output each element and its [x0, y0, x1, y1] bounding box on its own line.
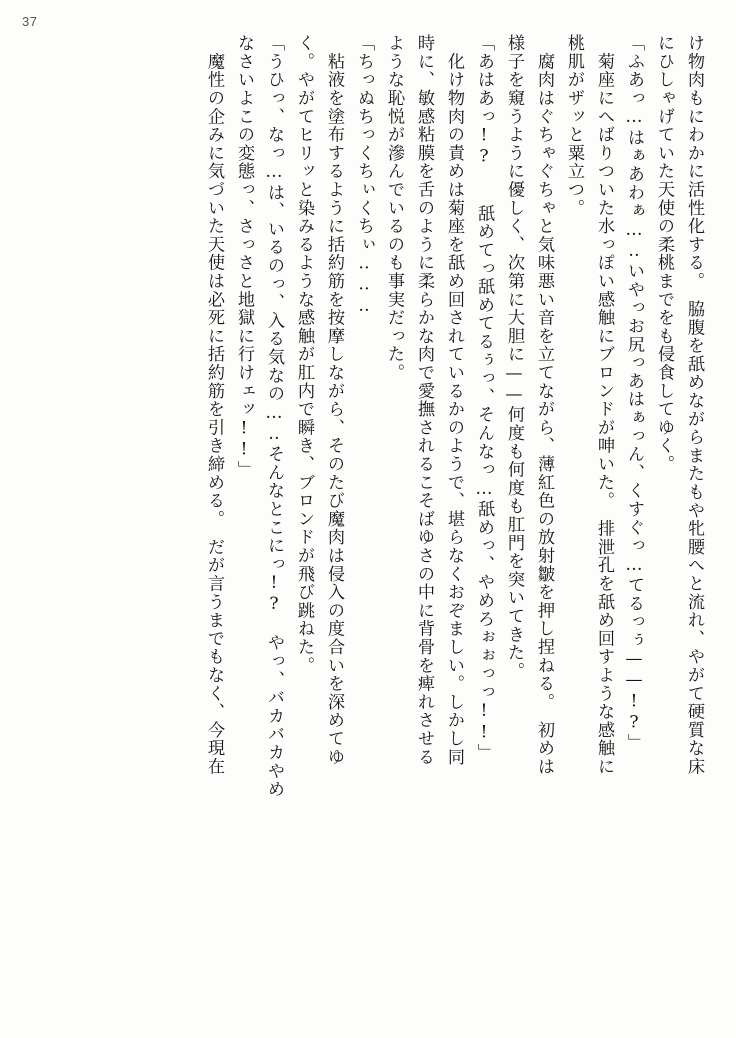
- vertical-text-body: [34, 34, 702, 1018]
- text-column: 様子を窺うように優しく、次第に大胆に——何度も何度も肛門を突いてきた。: [504, 34, 524, 681]
- text-column: ような恥悦が滲んでいるのも事実だった。: [384, 34, 404, 382]
- text-column: け物肉もにわかに活性化する。 脇腹を舐めながらまたもや牝腰へと流れ、やがて硬質な床: [684, 34, 704, 776]
- page-number: 37: [22, 14, 38, 29]
- text-column: く。やがてヒリッと染みるような感触が肛内で瞬き、ブロンドが飛び跳ねた。: [294, 34, 314, 675]
- text-column: 「あはあっ!? 舐めてっ舐めてるぅっ、そんなっ…舐めっ、やめろぉぉっっ!!」: [474, 34, 494, 762]
- text-column: 腐肉はぐちゃぐちゃと気味悪い音を立てながら、薄紅色の放射皺を押し捏ねる。 初めは: [534, 34, 554, 776]
- text-column: 粘液を塗布するように括約筋を按摩しながら、そのたび魔肉は侵入の度合いを深めてゆ: [324, 34, 344, 766]
- text-column: にひしゃげていた天使の柔桃までをも侵食してゆく。: [654, 34, 674, 474]
- text-column: 時に、敏感粘膜を舌のように柔らかな肉で愛撫されるこそばゆさの中に背骨を痺れさせる: [414, 34, 434, 766]
- text-column: なさいよこの変態っ、さっさと地獄に行けェッ!!」: [234, 34, 254, 479]
- text-column: 化け物肉の責めは菊座を舐め回されているかのようで、堪らなくおぞましい。しかし同: [444, 34, 464, 766]
- text-column: 「ふあっ…はぁあわぁ…‥いやっお尻っあはぁっん、くすぐっ…てるっぅ——!?」: [624, 34, 644, 752]
- text-column: 「うひっ、なっ…は、いるのっ、入る気なの…‥そんなとこにっ!? やっ、バカバカやめ: [264, 34, 284, 799]
- text-column: 魔性の企みに気づいた天使は必死に括約筋を引き締める。 だが言うまでもなく、今現在: [204, 34, 224, 776]
- text-column: 「ちっぬちっくちぃくちぃ‥‥‥: [354, 34, 374, 317]
- text-column: 桃肌がザッと粟立つ。: [564, 34, 584, 217]
- text-column: 菊座にへばりついた水っぽい感触にブロンドが呻いた。 排泄孔を舐め回すような感触に: [594, 34, 614, 776]
